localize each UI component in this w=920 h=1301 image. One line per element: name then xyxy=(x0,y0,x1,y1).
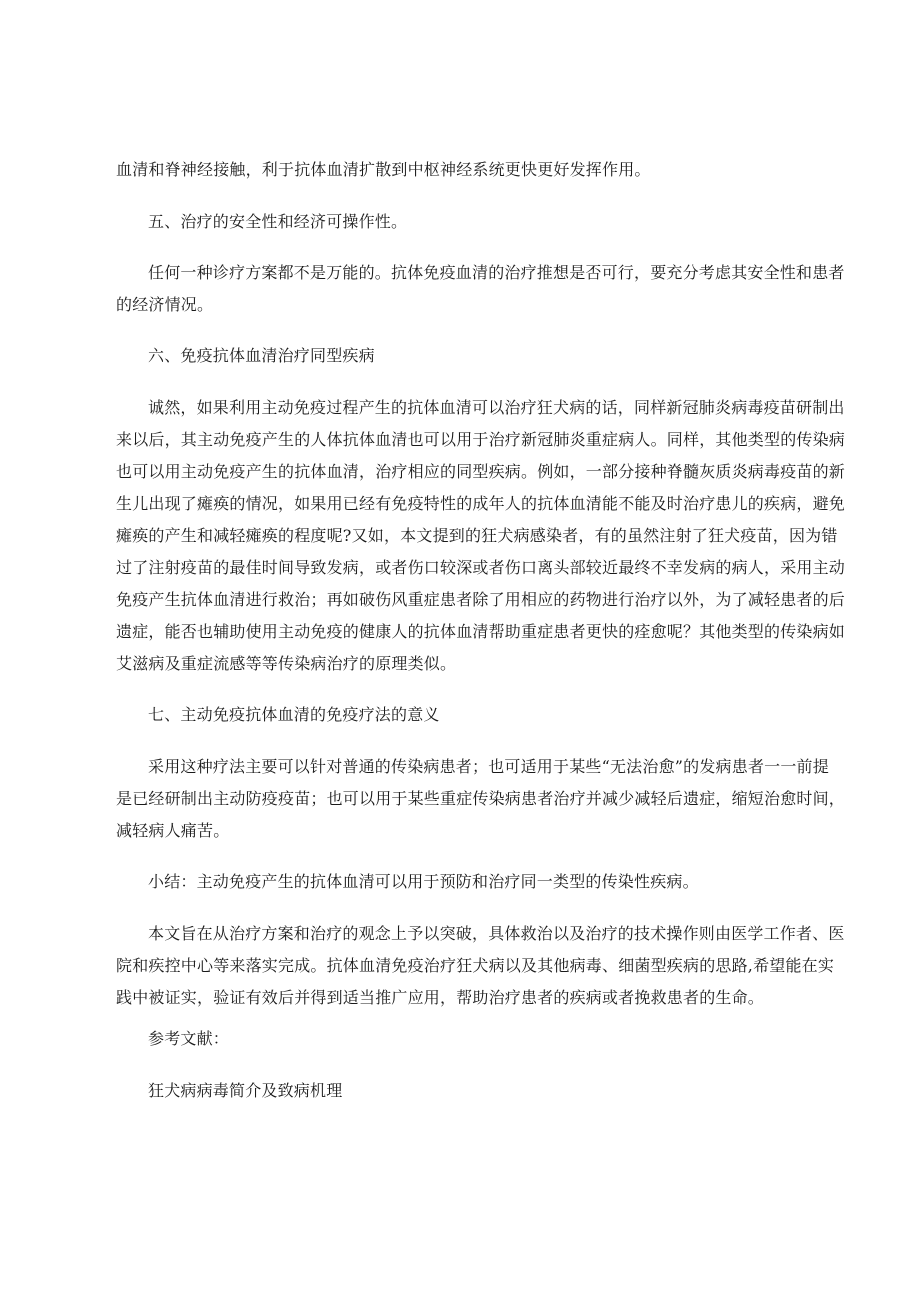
paragraph-line: 院和疾控中心等来落实完成。抗体血清免疫治疗狂犬病以及其他病毒、细菌型疾病的思路,希望能在实 xyxy=(116,956,835,975)
references-heading: 参考文献： xyxy=(148,1029,230,1048)
reference-item: 狂犬病病毒简介及致病机理 xyxy=(148,1081,343,1100)
paragraph-line: 来以后，其主动免疫产生的人体抗体血清也可以用于治疗新冠肺炎重症病人。同样，其他类型的传染病 xyxy=(116,430,846,449)
paragraph-line: 免疫产生抗体血清进行救治；再如破伤风重症患者除了用相应的药物进行治疗以外，为了减轻患者的后 xyxy=(116,590,846,609)
paragraph-line: 任何一种诊疗方案都不是万能的。抗体免疫血清的治疗推想是否可行，要充分考虑其安全性和患者 xyxy=(148,263,845,282)
paragraph-line: 的经济情况。 xyxy=(116,295,214,314)
paragraph-continuation-line: 血清和脊神经接触，利于抗体血清扩散到中枢神经系统更快更好发挥作用。 xyxy=(116,160,651,179)
section-heading-5: 五、治疗的安全性和经济可操作性。 xyxy=(148,212,408,231)
paragraph-line: 采用这种疗法主要可以针对普通的传染病患者；也可适用于某些“无法治愈”的发病患者一一前提 xyxy=(148,757,829,776)
paragraph-line: 过了注射疫苗的最佳时间导致发病，或者伤口较深或者伤口离头部较近最终不幸发病的病人，采用主动 xyxy=(116,558,846,577)
paragraph-line: 瘫痪的产生和减轻瘫痪的程度呢?又如，本文提到的狂犬病感染者，有的虽然注射了狂犬疫苗，因为错 xyxy=(116,526,838,545)
section-heading-7: 七、主动免疫抗体血清的免疫疗法的意义 xyxy=(148,705,440,724)
paragraph-line: 遗症，能否也辅助使用主动免疫的健康人的抗体血清帮助重症患者更快的痊愈呢？其他类型的传染病如 xyxy=(116,622,846,641)
paragraph-line: 生儿出现了瘫痪的情况，如果用已经有免疫特性的成年人的抗体血清能不能及时治疗患儿的疾病，避免 xyxy=(116,494,846,513)
paragraph-line: 减轻病人痛苦。 xyxy=(116,821,230,840)
paragraph-line: 艾滋病及重症流感等等传染病治疗的原理类似。 xyxy=(116,654,457,673)
paragraph-line: 也可以用主动免疫产生的抗体血清，治疗相应的同型疾病。例如，一部分接种脊髓灰质炎病毒疫苗的新 xyxy=(116,462,846,481)
section-heading-6: 六、免疫抗体血清治疗同型疾病 xyxy=(148,346,375,365)
paragraph-line: 诚然，如果利用主动免疫过程产生的抗体血清可以治疗狂犬病的话，同样新冠肺炎病毒疫苗研制出 xyxy=(148,398,845,417)
summary-line: 小结：主动免疫产生的抗体血清可以用于预防和治疗同一类型的传染性疾病。 xyxy=(148,872,699,891)
paragraph-line: 践中被证实，验证有效后并得到适当推广应用，帮助治疗患者的疾病或者挽救患者的生命。 xyxy=(116,988,765,1007)
paragraph-line: 本文旨在从治疗方案和治疗的观念上予以突破，具体救治以及治疗的技术操作则由医学工作者、医 xyxy=(148,924,845,943)
paragraph-line: 是已经研制出主动防疫疫苗；也可以用于某些重症传染病患者治疗并减少减轻后遗症，缩短治愈时间， xyxy=(116,789,846,808)
